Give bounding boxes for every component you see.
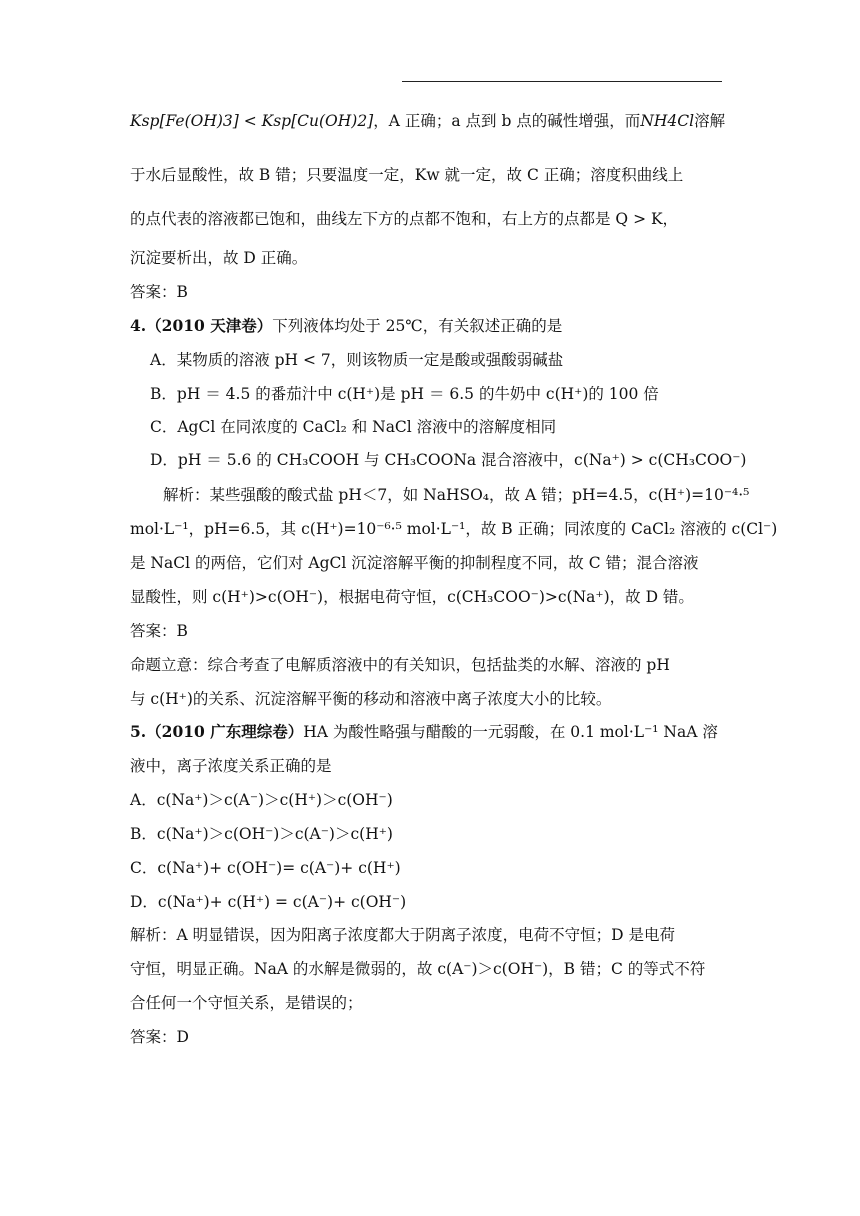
paragraph-line: 于水后显酸性，故 B 错；只要温度一定，Kw 就一定，故 C 正确；溶度积曲线上 (130, 166, 684, 184)
option-c: C．c(Na⁺)+ c(OH⁻)= c(A⁻)+ c(H⁺) (130, 859, 401, 877)
question-4-header: 4.（2010 天津卷） (130, 316, 273, 335)
question-5-stem-cont: 液中，离子浓度关系正确的是 (130, 757, 332, 775)
ksp-formula: Ksp[Fe(OH)3] < Ksp[Cu(OH)2] (130, 112, 374, 130)
option-d: D．pH ＝ 5.6 的 CH₃COOH 与 CH₃COONa 混合溶液中，c(Na⁺) > c(CH₃COO⁻) (150, 451, 747, 469)
question-5-header: 5.（2010 广东理综卷） (130, 722, 304, 741)
nh4cl-formula: NH4Cl (640, 112, 695, 130)
question-5-stem (130, 721, 730, 743)
intent-line: 与 c(H⁺)的关系、沉淀溶解平衡的移动和溶液中离子浓度大小的比较。 (130, 690, 612, 708)
intent-line: 命题立意：综合考查了电解质溶液中的有关知识，包括盐类的水解、溶液的 pH (130, 656, 670, 674)
analysis-line: 合任何一个守恒关系，是错误的； (130, 994, 363, 1012)
analysis-line: 解析：A 明显错误，因为阳离子浓度都大于阴离子浓度，电荷不守恒；D 是电荷 (130, 926, 675, 944)
option-a: A．c(Na⁺)＞c(A⁻)＞c(H⁺)＞c(OH⁻) (130, 791, 393, 809)
answer-line: 答案：D (130, 1028, 189, 1046)
analysis-line: mol·L⁻¹，pH=6.5，其 c(H⁺)=10⁻⁶·⁵ mol·L⁻¹，故 B 正确；同浓度的 CaCl₂ 溶液的 c(Cl⁻) (130, 520, 778, 538)
paragraph-line: 沉淀要析出，故 D 正确。 (130, 249, 308, 267)
text-span: ，A 正确；a 点到 b 点的碱性增强，而 (373, 112, 641, 130)
analysis-line: 解析：某些强酸的酸式盐 pH＜7，如 NaHSO₄，故 A 错；pH=4.5，c(H⁺)=10⁻⁴·⁵ (163, 486, 750, 504)
text-span: 溶解 (694, 112, 726, 130)
analysis-line: 是 NaCl 的两倍，它们对 AgCl 沉淀溶解平衡的抑制程度不同，故 C 错；混合溶液 (130, 554, 699, 572)
question-5-text: HA 为酸性略强与醋酸的一元弱酸，在 0.1 mol·L⁻¹ NaA 溶 (303, 723, 718, 741)
option-a: A．某物质的溶液 pH < 7，则该物质一定是酸或强酸弱碱盐 (150, 351, 564, 369)
option-b: B．c(Na⁺)＞c(OH⁻)＞c(A⁻)＞c(H⁺) (130, 825, 393, 843)
option-c: C．AgCl 在同浓度的 CaCl₂ 和 NaCl 溶液中的溶解度相同 (150, 418, 557, 436)
question-4-stem (130, 315, 730, 337)
option-b: B．pH ＝ 4.5 的番茄汁中 c(H⁺)是 pH ＝ 6.5 的牛奶中 c(H⁺)的 100 倍 (150, 385, 659, 403)
analysis-line: 显酸性，则 c(H⁺)>c(OH⁻)，根据电荷守恒，c(CH₃COO⁻)>c(Na⁺)，故 D 错。 (130, 588, 694, 606)
paragraph-line: 的点代表的溶液都已饱和，曲线左下方的点都不饱和，右上方的点都是 Q > K， (130, 210, 679, 228)
paragraph-line (130, 110, 730, 132)
question-4-text: 下列液体均处于 25℃，有关叙述正确的是 (272, 317, 563, 335)
header-rule (402, 81, 722, 82)
answer-line: 答案：B (130, 622, 188, 640)
analysis-line: 守恒，明显正确。NaA 的水解是微弱的，故 c(A⁻)＞c(OH⁻)，B 错；C 的等式不符 (130, 960, 706, 978)
option-d: D．c(Na⁺)+ c(H⁺) = c(A⁻)+ c(OH⁻) (130, 893, 407, 911)
answer-line: 答案：B (130, 283, 188, 301)
